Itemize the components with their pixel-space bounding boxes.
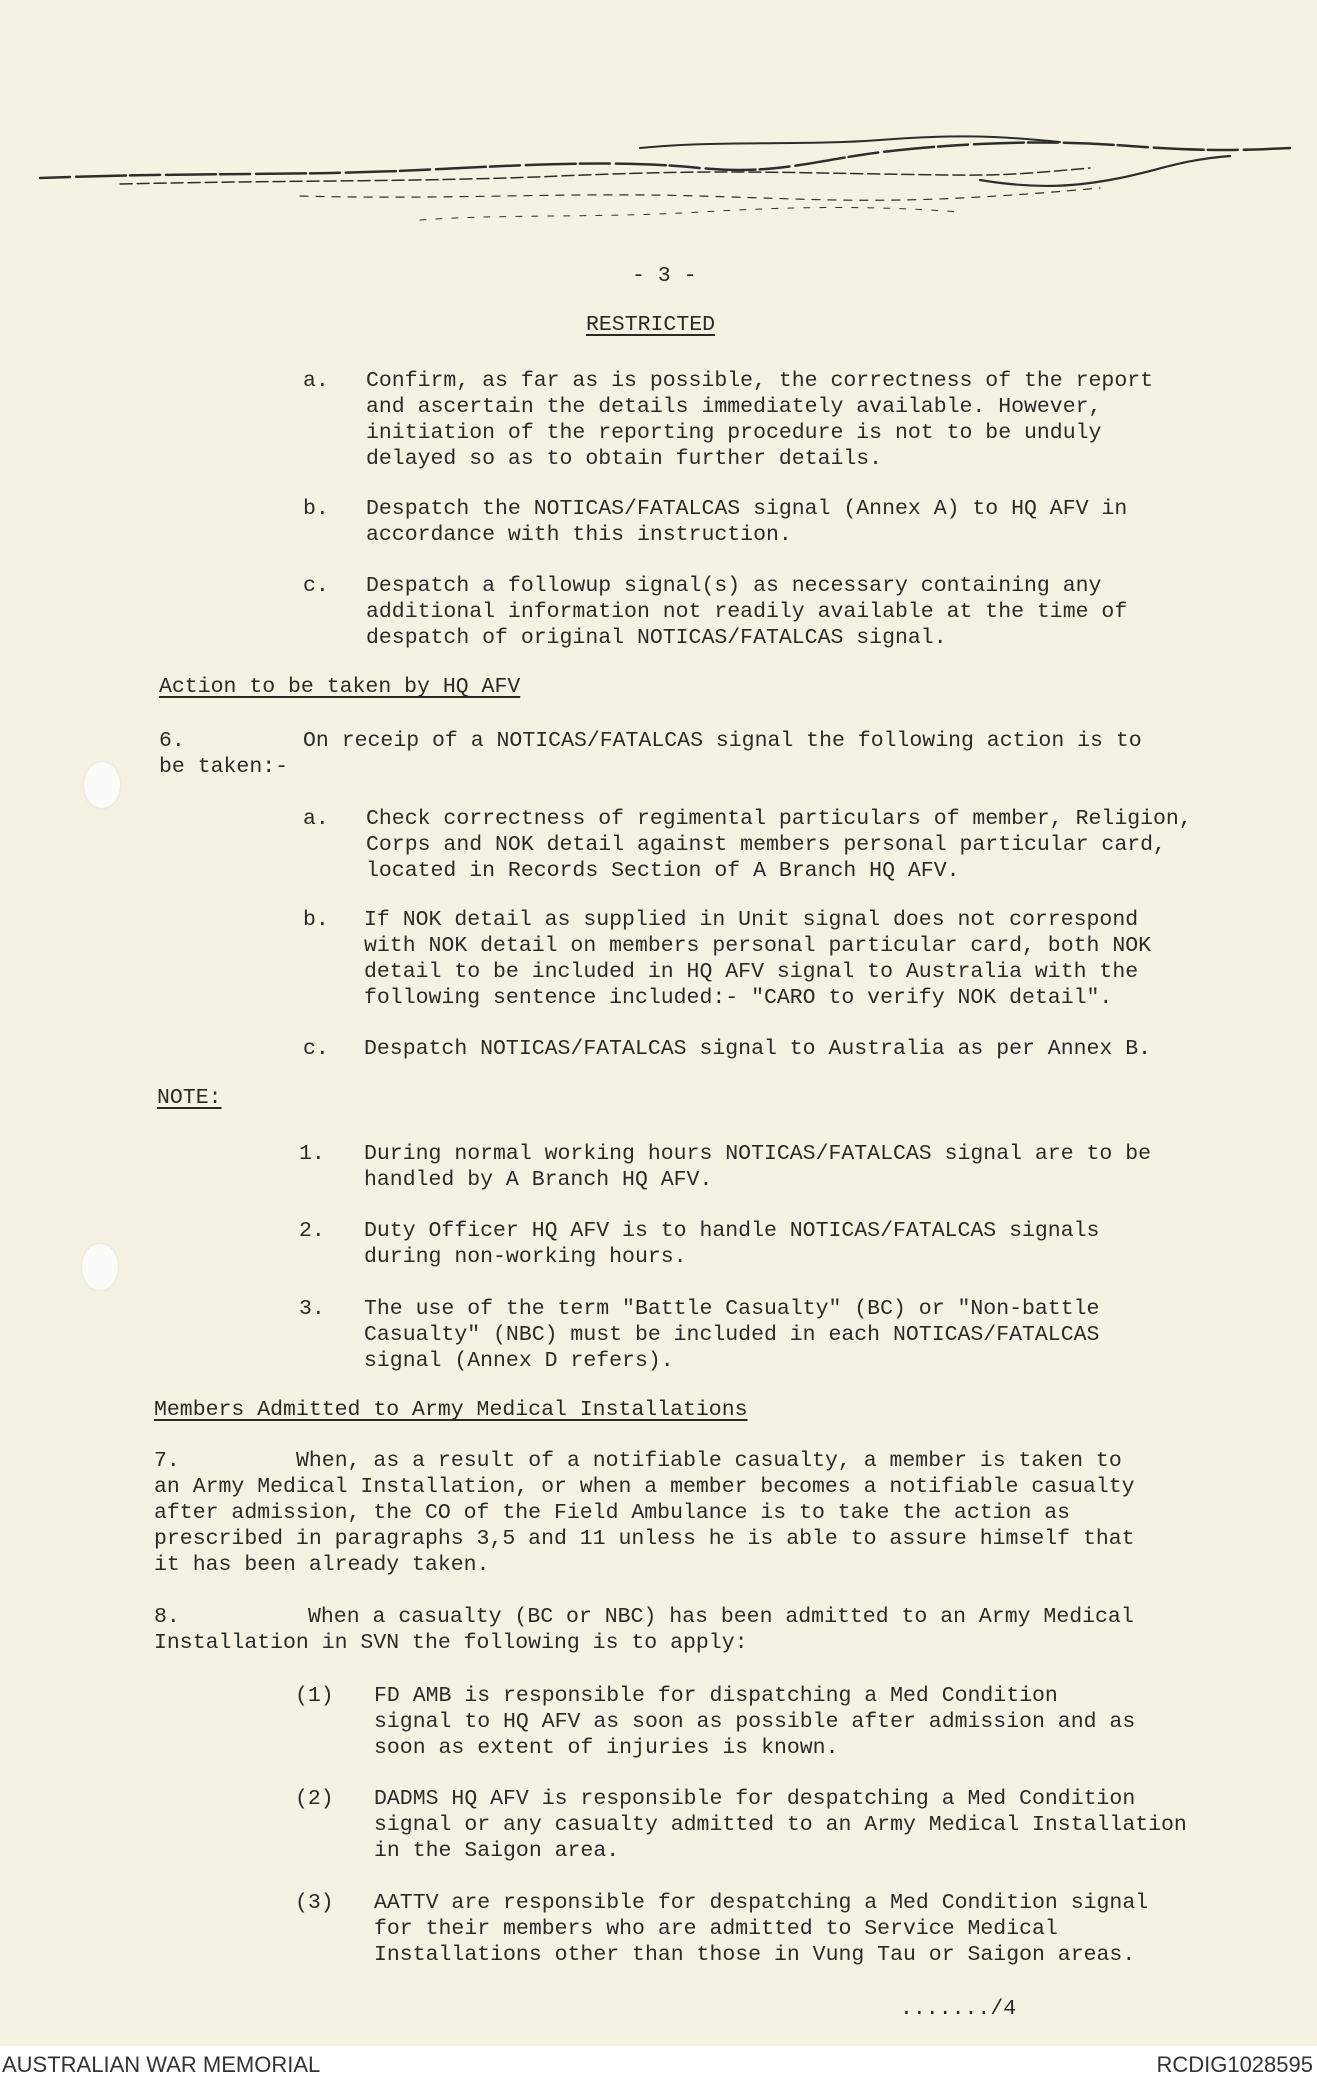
punch-hole bbox=[82, 1244, 118, 1290]
item-label: a. bbox=[303, 807, 329, 831]
punch-hole bbox=[84, 762, 120, 808]
note-text: During normal working hours NOTICAS/FATALCAS signal are to be handled by A Branch HQ AFV. bbox=[364, 1142, 1152, 1192]
footer-record-id: RCDIG1028595 bbox=[1156, 2052, 1313, 2077]
item-text: AATTV are responsible for despatching a Med Condition signal for their members who are admitted to Service Medical Installations other than those in Vung Tau or Saigon areas. bbox=[374, 1891, 1149, 1967]
paragraph-text: When a casualty (BC or NBC) has been admitted to an Army Medical Installation in SVN the following is to apply: bbox=[154, 1605, 1134, 1655]
item-text: Despatch NOTICAS/FATALCAS signal to Australia as per Annex B. bbox=[364, 1037, 1152, 1061]
note-label: 1. bbox=[299, 1142, 325, 1166]
note-label: 2. bbox=[299, 1219, 325, 1243]
item-text: Confirm, as far as is possible, the correctness of the report and ascertain the details immediately available. However, initiation of the reporting procedure is not to be unduly delayed so as to obtain further details. bbox=[366, 369, 1154, 471]
torn-edge-marks bbox=[0, 0, 1317, 240]
note-text: The use of the term "Battle Casualty" (BC) or "Non-battle Casualty" (NBC) must be included in each NOTICAS/FATALCAS signal (Annex D refers). bbox=[364, 1297, 1100, 1373]
item-text: FD AMB is responsible for dispatching a Med Condition signal to HQ AFV as soon as possible after admission and as soon as extent of injuries is known. bbox=[374, 1684, 1136, 1760]
section-heading: Action to be taken by HQ AFV bbox=[159, 675, 521, 699]
section-heading: Members Admitted to Army Medical Installations bbox=[154, 1398, 748, 1422]
item-text: DADMS HQ AFV is responsible for despatching a Med Condition signal or any casualty admitted to an Army Medical Installation in the Saigon area. bbox=[374, 1787, 1187, 1863]
item-label: (1) bbox=[295, 1684, 334, 1708]
item-label: (2) bbox=[295, 1787, 334, 1811]
item-text: Despatch the NOTICAS/FATALCAS signal (Annex A) to HQ AFV in accordance with this instruction. bbox=[366, 497, 1128, 547]
note-heading: NOTE: bbox=[157, 1086, 222, 1110]
paragraph-number: 7. bbox=[154, 1449, 180, 1473]
note-text: Duty Officer HQ AFV is to handle NOTICAS/FATALCAS signals during non-working hours. bbox=[364, 1219, 1100, 1269]
paragraph-text: On receip of a NOTICAS/FATALCAS signal the following action is to be taken:- bbox=[159, 729, 1142, 779]
item-label: c. bbox=[303, 574, 329, 598]
item-text: Check correctness of regimental particulars of member, Religion, Corps and NOK detail against members personal particular card, located in Records Section of A Branch HQ AFV. bbox=[366, 807, 1192, 883]
footer-institution: AUSTRALIAN WAR MEMORIAL bbox=[2, 2052, 321, 2077]
item-label: a. bbox=[303, 369, 329, 393]
item-text: Despatch a followup signal(s) as necessary containing any additional information not readily available at the time of despatch of original NOTICAS/FATALCAS signal. bbox=[366, 574, 1128, 650]
item-label: (3) bbox=[295, 1891, 334, 1915]
note-label: 3. bbox=[299, 1297, 325, 1321]
paragraph-number: 6. bbox=[159, 729, 185, 753]
footer-bar bbox=[0, 2046, 1317, 2082]
classification-marking: RESTRICTED bbox=[586, 313, 716, 337]
paragraph-number: 8. bbox=[154, 1605, 180, 1629]
item-label: c. bbox=[303, 1037, 329, 1061]
item-text: If NOK detail as supplied in Unit signal does not correspond with NOK detail on members personal particular card, both NOK detail to be included in HQ AFV signal to Australia with the following sentence included:- "CARO to verify NOK detail". bbox=[364, 908, 1152, 1010]
paragraph-text: When, as a result of a notifiable casualty, a member is taken to an Army Medical Installation, or when a member becomes a notifiable casualty after admission, the CO of the Field Ambulance is to take the action as prescribed in paragraphs 3,5 and 11 unless he is able to assure himself that it has been already taken. bbox=[154, 1449, 1135, 1577]
item-label: b. bbox=[303, 497, 329, 521]
page-number: - 3 - bbox=[632, 264, 697, 288]
continuation-marker: ......./4 bbox=[900, 1997, 1017, 2021]
item-label: b. bbox=[303, 908, 329, 932]
